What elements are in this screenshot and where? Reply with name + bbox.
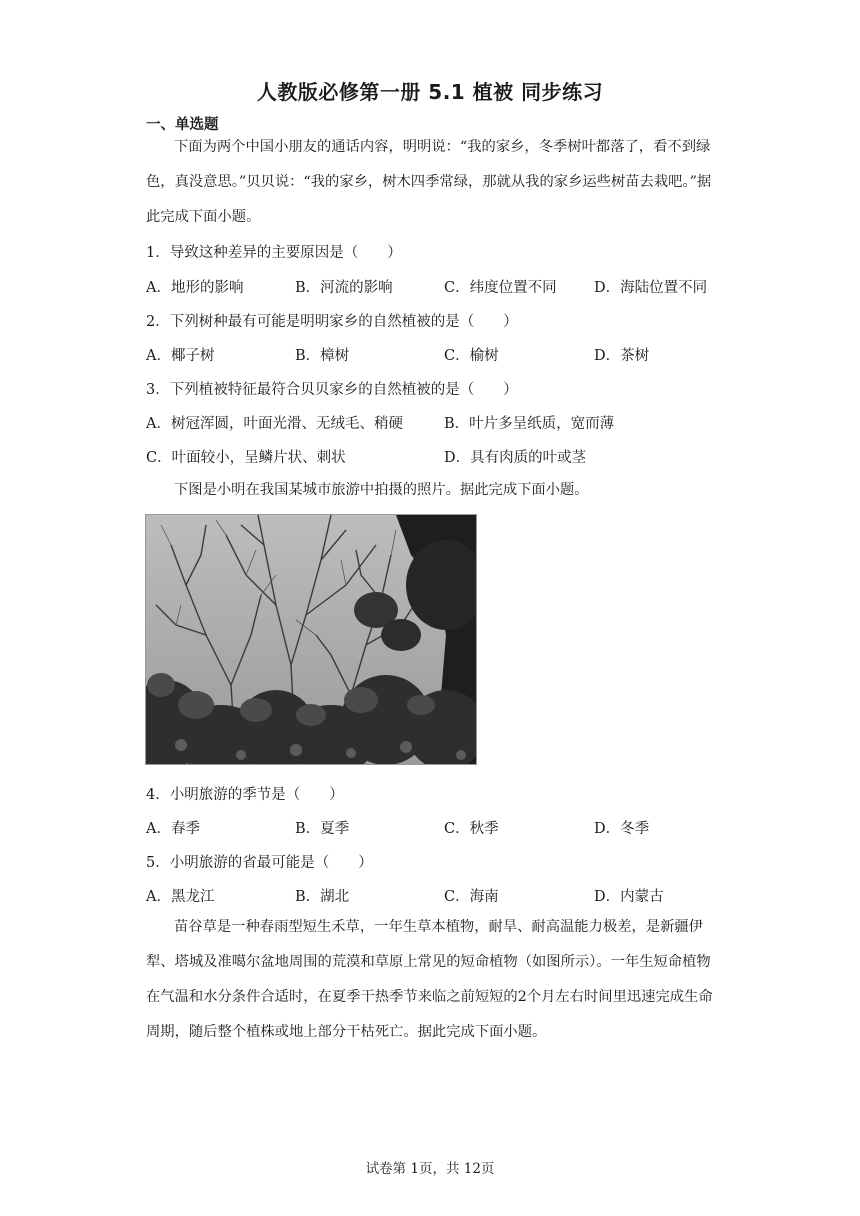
q4-option-b: B．夏季 [295,821,350,837]
question-3-stem: 3．下列植被特征最符合贝贝家乡的自然植被的是（ ） [146,382,518,398]
passage-3: 苗谷草是一种春雨型短生禾草，一年生草本植物，耐旱、耐高温能力极差，是新疆伊犁、塔城及准噶尔盆地周围的荒漠和草原上常见的短命植物（如图所示）。一年生短命植物在气温和水分条件合适时，在夏季干热季节来临之前短短的2个月左右时间里迅速完成生命周期，随后整个植株或地上部分干枯死亡。据此完成下面小题。 [146,919,713,1040]
q5-option-b: B．湖北 [295,889,350,905]
q3-option-b: B．叶片多呈纸质，宽而薄 [444,416,615,432]
q5-option-a: A．黑龙江 [146,889,215,905]
passage-1: 下面为两个中国小朋友的通话内容，明明说：“我的家乡，冬季树叶都落了，看不到绿色，真没意思。”贝贝说：“我的家乡，树木四季常绿，那就从我的家乡运些树苗去栽吧。”据此完成下面小题。 [146,139,712,225]
question-2-stem: 2．下列树种最有可能是明明家乡的自然植被的是（ ） [146,314,518,330]
q2-option-b: B．樟树 [295,348,350,364]
q2-option-d: D．茶树 [594,348,650,364]
q5-option-d: D．内蒙古 [594,889,664,905]
q1-option-c: C．纬度位置不同 [444,280,557,296]
q2-option-c: C．榆树 [444,348,499,364]
question-5-stem: 5．小明旅游的省最可能是（ ） [146,855,373,871]
question-1-stem: 1．导致这种差异的主要原因是（ ） [146,245,402,261]
trees-photo [145,514,477,765]
q3-option-c: C．叶面较小，呈鳞片状、刺状 [146,450,346,466]
q4-option-a: A．春季 [146,821,200,837]
q3-option-d: D．具有肉质的叶或茎 [444,450,587,466]
q4-option-c: C．秋季 [444,821,499,837]
q1-option-b: B．河流的影响 [295,280,393,296]
section-heading: 一、单选题 [146,117,219,133]
q5-option-c: C．海南 [444,889,499,905]
q3-option-a: A．树冠浑圆，叶面光滑、无绒毛、稍硬 [146,416,403,432]
q1-option-a: A．地形的影响 [146,280,244,296]
trees-photo-drawing [146,515,476,764]
q4-option-d: D．冬季 [594,821,650,837]
passage-2: 下图是小明在我国某城市旅游中拍摄的照片。据此完成下面小题。 [174,482,589,498]
page-footer: 试卷第 1页，共 12页 [365,1161,495,1177]
question-4-stem: 4．小明旅游的季节是（ ） [146,787,344,803]
q2-option-a: A．椰子树 [146,348,215,364]
page-title: 人教版必修第一册 5.1 植被 同步练习 [256,80,604,104]
q1-option-d: D．海陆位置不同 [594,280,708,296]
